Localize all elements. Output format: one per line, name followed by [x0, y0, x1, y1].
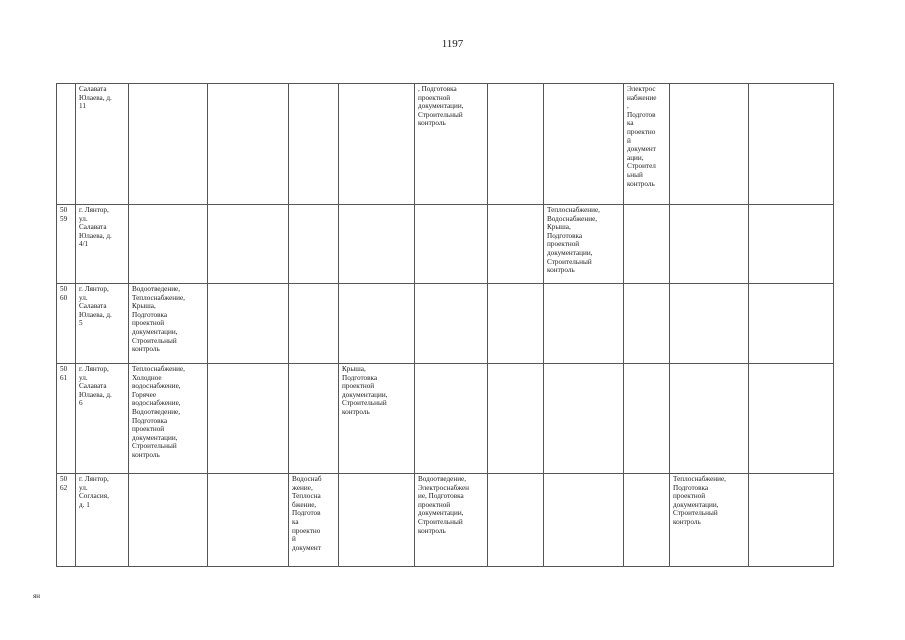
address-cell — [76, 284, 129, 364]
work-type-cell — [749, 84, 834, 205]
work-type-cell — [129, 364, 208, 474]
work-type-cell — [129, 205, 208, 284]
work-type-cell — [670, 474, 749, 567]
work-type-cell — [488, 284, 544, 364]
row-number-cell-text: 50 59 — [60, 206, 68, 223]
row-number-cell — [57, 474, 76, 567]
work-type-cell — [415, 84, 488, 205]
work-type-cell — [488, 474, 544, 567]
work-type-cell — [488, 205, 544, 284]
work-type-cell — [544, 364, 624, 474]
work-type-cell — [339, 364, 415, 474]
work-type-cell — [208, 205, 289, 284]
work-type-cell — [415, 474, 488, 567]
address-cell — [76, 364, 129, 474]
row-number-cell — [57, 284, 76, 364]
work-type-cell — [339, 84, 415, 205]
table-row — [57, 84, 834, 205]
work-type-cell — [670, 205, 749, 284]
work-type-cell-text: Электрос набжение , Подготов ка проектно й документ ации, Строител ьный контроль — [627, 85, 657, 188]
work-type-cell — [415, 364, 488, 474]
work-type-cell-text: Теплоснабжение, Подготовка проектной документации, Строительный контроль — [673, 475, 726, 526]
address-cell-text: г. Лянтор, ул. Салавата Юлаева, д. 5 — [79, 285, 112, 328]
work-type-cell — [208, 474, 289, 567]
row-number-cell — [57, 364, 76, 474]
work-type-cell — [749, 474, 834, 567]
work-type-cell-text: , Подготовка проектной документации, Строительный контроль — [418, 85, 464, 128]
work-type-cell — [339, 205, 415, 284]
work-type-cell — [544, 284, 624, 364]
address-cell-text: г. Лянтор, ул. Салавата Юлаева, д. 4/1 — [79, 206, 112, 249]
work-type-cell-text: Теплоснабжение, Холодное водоснабжение, Горячее водоснабжение, Водоотведение, Подготовка проектной документации, Строительный контроль — [132, 365, 185, 459]
work-type-cell — [624, 364, 670, 474]
row-number-cell — [57, 84, 76, 205]
work-type-cell — [544, 205, 624, 284]
work-type-cell — [129, 284, 208, 364]
work-type-cell — [749, 364, 834, 474]
table-row — [57, 205, 834, 284]
work-type-cell-text: Крыша, Подготовка проектной документации, Строительный контроль — [342, 365, 388, 416]
row-number-cell-text: 50 61 — [60, 365, 68, 382]
address-cell-text: Салавата Юлаева, д. 11 — [79, 85, 112, 111]
work-type-cell — [544, 474, 624, 567]
address-cell-text: г. Лянтор, ул. Салавата Юлаева, д. 6 — [79, 365, 112, 408]
row-number-cell — [57, 205, 76, 284]
work-type-cell — [488, 84, 544, 205]
work-type-cell — [624, 474, 670, 567]
work-type-cell — [624, 84, 670, 205]
table-row — [57, 474, 834, 567]
page-number: 1197 — [441, 38, 464, 50]
address-cell-text: г. Лянтор, ул. Согласия, д. 1 — [79, 475, 109, 509]
work-type-cell — [289, 364, 339, 474]
table-row — [57, 284, 834, 364]
work-type-cell-text: Теплоснабжение, Водоснабжение, Крыша, Подготовка проектной документации, Строительный контроль — [547, 206, 600, 275]
footer-mark: ян — [33, 592, 40, 600]
work-type-cell — [208, 364, 289, 474]
work-type-cell — [415, 284, 488, 364]
work-type-cell — [749, 205, 834, 284]
work-type-cell — [129, 474, 208, 567]
work-type-cell — [208, 284, 289, 364]
row-number-cell-text: 50 62 — [60, 475, 68, 492]
work-type-cell — [289, 84, 339, 205]
work-type-cell — [670, 84, 749, 205]
work-type-cell — [624, 284, 670, 364]
address-cell — [76, 474, 129, 567]
work-type-cell — [339, 284, 415, 364]
work-type-cell — [488, 364, 544, 474]
work-type-cell — [339, 474, 415, 567]
work-type-cell — [129, 84, 208, 205]
work-type-cell-text: Водоотведение, Электроснабжен ие, Подготовка проектной документации, Строительный контроль — [418, 475, 470, 535]
work-type-cell — [670, 284, 749, 364]
table-row — [57, 364, 834, 474]
repair-schedule-table — [56, 83, 834, 567]
work-type-cell — [289, 474, 339, 567]
work-type-cell — [289, 284, 339, 364]
work-type-cell-text: Водоотведение, Теплоснабжение, Крыша, Подготовка проектной документации, Строительный контроль — [132, 285, 185, 354]
address-cell — [76, 84, 129, 205]
work-type-cell — [289, 205, 339, 284]
work-type-cell — [749, 284, 834, 364]
work-type-cell — [415, 205, 488, 284]
address-cell — [76, 205, 129, 284]
work-type-cell — [670, 364, 749, 474]
work-type-cell — [544, 84, 624, 205]
row-number-cell-text: 50 60 — [60, 285, 68, 302]
work-type-cell — [624, 205, 670, 284]
work-type-cell-text: Водоснаб жение, Теплосна бжение, Подготов ка проектно й документ — [292, 475, 322, 552]
work-type-cell — [208, 84, 289, 205]
